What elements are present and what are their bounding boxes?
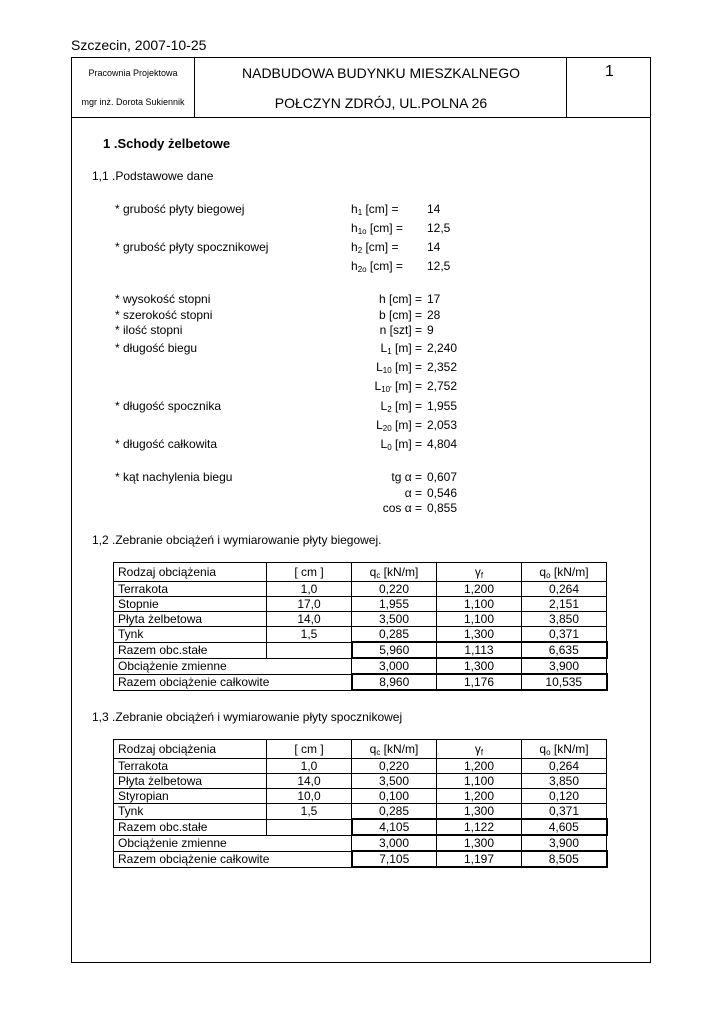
- cell-load-type: Razem obc.stałe: [114, 642, 267, 658]
- cell-qc: 0,285: [352, 804, 437, 820]
- param-label: * długość spocznika: [115, 399, 222, 413]
- office-name: Pracownia Projektowa: [88, 68, 178, 78]
- cell-gamma: 1,122: [437, 819, 522, 835]
- table-row: [114, 597, 607, 612]
- cell-load-type: Razem obc.stałe: [114, 819, 267, 835]
- table-row: [114, 582, 607, 597]
- param-label: * długość całkowita: [115, 437, 218, 451]
- table-row: [114, 789, 607, 804]
- cell-qc: 0,220: [352, 759, 437, 774]
- subsection-landing-slab: 1,3 .Zebranie obciążeń i wymiarowanie płyty spocznikowej: [92, 710, 403, 724]
- table-row: [114, 759, 607, 774]
- param-label: * grubość płyty spocznikowej: [115, 240, 269, 254]
- cell-gamma: 1,300: [437, 658, 522, 674]
- header-thickness: [ cm ]: [267, 740, 352, 759]
- param-symbol: $h_2$ [cm] =: [351, 240, 399, 255]
- cell-qo: 8,505: [522, 851, 607, 867]
- param-value: 0,607: [427, 470, 458, 484]
- cell-load-type: Tynk: [114, 804, 267, 820]
- param-symbol: $h_{2o}$ [cm] =: [351, 259, 403, 274]
- header-load-type: Rodzaj obciążenia: [114, 563, 267, 582]
- engineer-name: mgr inż. Dorota Sukiennik: [81, 97, 185, 107]
- param-symbol: n [szt] =: [379, 323, 422, 337]
- param-symbol: $L_{10'}$ [m] =: [374, 379, 422, 394]
- param-value: 0,546: [427, 486, 458, 500]
- header-load-type: Rodzaj obciążenia: [114, 740, 267, 759]
- cell-gamma: 1,197: [437, 851, 522, 867]
- param-label: * szerokość stopni: [115, 308, 213, 322]
- project-title: NADBUDOWA BUDYNKU MIESZKALNEGO: [242, 65, 520, 81]
- cell-qo: 3,850: [522, 774, 607, 789]
- header-thickness: [ cm ]: [267, 563, 352, 582]
- cell-qc: 5,960: [352, 642, 437, 658]
- cell-qo: 0,264: [522, 582, 607, 597]
- param-subscript: 0: [387, 443, 392, 452]
- cell-load-type: Razem obciążenie całkowite: [114, 674, 352, 690]
- cell-gamma: 1,300: [437, 627, 522, 643]
- param-value: 2,240: [427, 341, 458, 355]
- param-symbol: h [cm] =: [378, 292, 422, 306]
- cell-gamma: 1,300: [437, 804, 522, 820]
- subsection-basic-data: 1,1 .Podstawowe dane: [92, 169, 214, 183]
- cell-gamma: 1,200: [437, 789, 522, 804]
- cell-qo: 0,264: [522, 759, 607, 774]
- table-row: [114, 819, 607, 835]
- cell-gamma: 1,100: [437, 774, 522, 789]
- table-row: [114, 674, 607, 690]
- param-symbol: $L_2$ [m] =: [380, 399, 422, 414]
- cell-thickness: 14,0: [267, 612, 352, 627]
- param-symbol: cos α =: [382, 501, 422, 515]
- cell-qc: 7,105: [352, 851, 437, 867]
- cell-qc: 3,000: [352, 835, 437, 851]
- table-row: [114, 851, 607, 867]
- table-row: [114, 642, 607, 658]
- param-symbol: $L_1$ [m] =: [380, 341, 422, 356]
- cell-qc: 0,100: [352, 789, 437, 804]
- cell-thickness: 1,5: [267, 804, 352, 820]
- param-subscript: 10': [381, 385, 392, 394]
- cell-thickness: 1,0: [267, 759, 352, 774]
- cell-gamma: 1,100: [437, 597, 522, 612]
- load-table-landing: [113, 739, 608, 868]
- param-subscript: 20: [382, 424, 392, 433]
- header-gamma: $\gamma_f$: [437, 563, 522, 582]
- cell-qc: 3,500: [352, 612, 437, 627]
- param-subscript: 2: [387, 405, 392, 414]
- header-divider: [71, 117, 651, 118]
- cell-qc: 0,285: [352, 627, 437, 643]
- param-value: 4,804: [427, 437, 458, 451]
- cell-load-type: Styropian: [114, 789, 267, 804]
- cell-qo: 3,900: [522, 835, 607, 851]
- cell-thickness: [267, 819, 352, 835]
- param-value: 14: [427, 202, 441, 216]
- table-header-row: [114, 563, 607, 582]
- table-row: [114, 612, 607, 627]
- param-subscript: 10: [382, 366, 392, 375]
- table-header-row: [114, 740, 607, 759]
- cell-thickness: 14,0: [267, 774, 352, 789]
- subsection-flight-slab: 1,2 .Zebranie obciążeń i wymiarowanie płyty biegowej.: [92, 533, 382, 547]
- header-qc: $q_c$ [kN/m]: [352, 563, 437, 582]
- table-row: [114, 804, 607, 820]
- load-table-flight: [113, 562, 608, 691]
- param-value: 2,053: [427, 418, 458, 432]
- cell-qo: 3,900: [522, 658, 607, 674]
- cell-load-type: Płyta żelbetowa: [114, 774, 267, 789]
- cell-qo: 3,850: [522, 612, 607, 627]
- param-value: 12,5: [427, 221, 451, 235]
- table-row: [114, 835, 607, 851]
- project-address: POŁCZYN ZDRÓJ, UL.POLNA 26: [274, 95, 488, 111]
- cell-qo: 0,371: [522, 627, 607, 643]
- param-label: * ilość stopni: [115, 323, 183, 337]
- param-value: 12,5: [427, 259, 451, 273]
- cell-qo: 0,371: [522, 804, 607, 820]
- cell-qc: 4,105: [352, 819, 437, 835]
- param-subscript: 2o: [357, 265, 367, 274]
- header-gamma: $\gamma_f$: [437, 740, 522, 759]
- param-label: * wysokość stopni: [115, 292, 211, 306]
- cell-gamma: 1,113: [437, 642, 522, 658]
- cell-qo: 10,535: [522, 674, 607, 690]
- cell-qc: 3,500: [352, 774, 437, 789]
- param-value: 14: [427, 240, 441, 254]
- table-row: [114, 658, 607, 674]
- cell-load-type: Razem obciążenie całkowite: [114, 851, 352, 867]
- place-date: Szczecin, 2007-10-25: [71, 37, 207, 53]
- cell-load-type: Płyta żelbetowa: [114, 612, 267, 627]
- cell-qc: 1,955: [352, 597, 437, 612]
- cell-qo: 6,635: [522, 642, 607, 658]
- param-label: * kąt nachylenia biegu: [115, 470, 233, 484]
- param-subscript: 1: [387, 347, 392, 356]
- cell-load-type: Obciążenie zmienne: [114, 835, 352, 851]
- table-row: [114, 627, 607, 643]
- cell-qo: 4,605: [522, 819, 607, 835]
- cell-load-type: Terrakota: [114, 582, 267, 597]
- param-symbol: $L_{10}$ [m] =: [376, 360, 422, 375]
- cell-gamma: 1,200: [437, 582, 522, 597]
- table-row: [114, 774, 607, 789]
- page-number: 1: [605, 63, 614, 80]
- cell-thickness: 1,5: [267, 627, 352, 643]
- section-heading: 1 .Schody żelbetowe: [103, 136, 231, 151]
- param-symbol: b [cm] =: [378, 308, 422, 322]
- param-value: 2,352: [427, 360, 458, 374]
- cell-qo: 2,151: [522, 597, 607, 612]
- param-value: 0,855: [427, 501, 458, 515]
- cell-gamma: 1,100: [437, 612, 522, 627]
- param-value: 9: [427, 323, 434, 337]
- param-value: 2,752: [427, 379, 458, 393]
- param-value: 1,955: [427, 399, 458, 413]
- cell-thickness: 17,0: [267, 597, 352, 612]
- header-qo: $q_o$ [kN/m]: [522, 740, 607, 759]
- cell-qc: 3,000: [352, 658, 437, 674]
- param-symbol: $L_0$ [m] =: [380, 437, 422, 452]
- cell-gamma: 1,300: [437, 835, 522, 851]
- cell-thickness: 1,0: [267, 582, 352, 597]
- param-subscript: 2: [357, 246, 363, 255]
- param-symbol: α =: [404, 486, 422, 500]
- cell-qo: 0,120: [522, 789, 607, 804]
- param-subscript: 1o: [357, 227, 367, 236]
- param-symbol: $h_{1o}$ [cm] =: [351, 221, 403, 236]
- param-symbol: $L_{20}$ [m] =: [376, 418, 422, 433]
- param-subscript: 1: [357, 208, 363, 217]
- cell-gamma: 1,176: [437, 674, 522, 690]
- param-symbol: tg α =: [391, 470, 422, 484]
- cell-thickness: [267, 642, 352, 658]
- cell-qc: 8,960: [352, 674, 437, 690]
- cell-load-type: Tynk: [114, 627, 267, 643]
- cell-gamma: 1,200: [437, 759, 522, 774]
- param-value: 17: [427, 292, 441, 306]
- cell-load-type: Stopnie: [114, 597, 267, 612]
- header-qo: $q_o$ [kN/m]: [522, 563, 607, 582]
- header-qc: $q_c$ [kN/m]: [352, 740, 437, 759]
- cell-thickness: 10,0: [267, 789, 352, 804]
- param-label: * długość biegu: [115, 341, 198, 355]
- cell-load-type: Obciążenie zmienne: [114, 658, 352, 674]
- cell-load-type: Terrakota: [114, 759, 267, 774]
- param-value: 28: [427, 308, 441, 322]
- param-symbol: $h_1$ [cm] =: [351, 202, 399, 217]
- cell-qc: 0,220: [352, 582, 437, 597]
- param-label: * grubość płyty biegowej: [115, 202, 245, 216]
